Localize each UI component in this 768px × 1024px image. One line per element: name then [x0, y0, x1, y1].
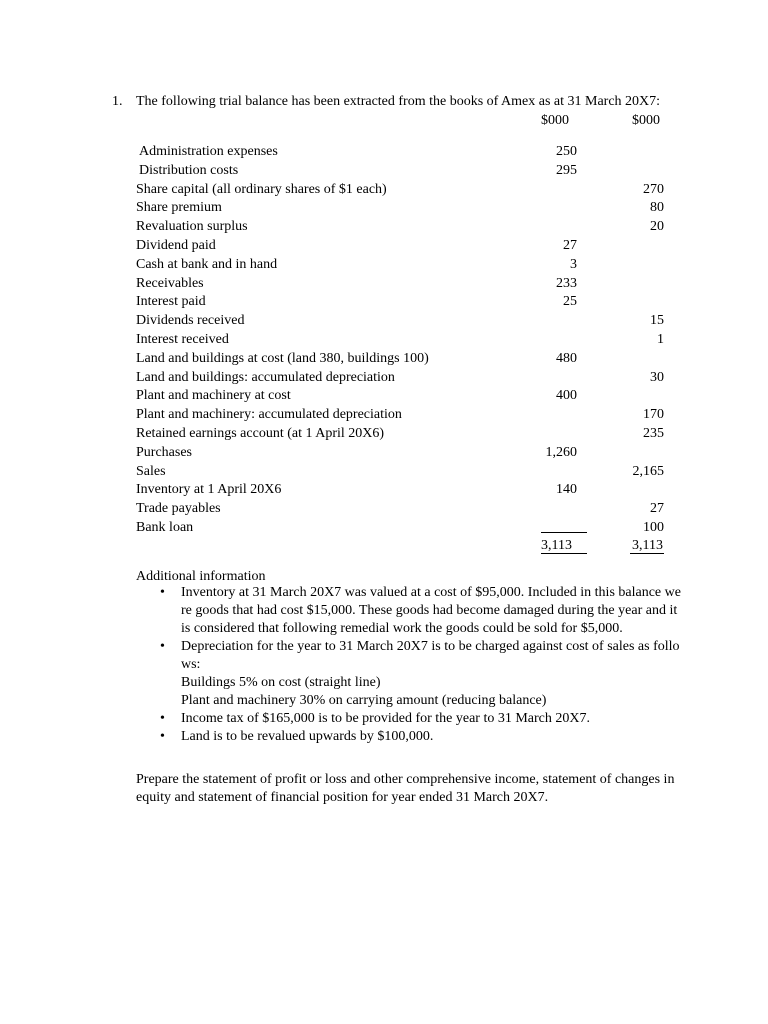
trial-balance-row [0, 369, 768, 388]
credit-amount: 80 [650, 200, 664, 216]
trial-balance-row [0, 181, 768, 200]
debit-amount: 233 [556, 275, 577, 291]
additional-info-item [136, 710, 696, 728]
additional-info-item [136, 728, 696, 746]
account-name: Purchases [136, 444, 192, 460]
trial-balance-row [0, 481, 768, 500]
debit-amount: 250 [556, 144, 577, 159]
bullet-text-line: Buildings 5% on cost (straight line) [181, 675, 381, 690]
debit-amount: 3 [570, 256, 577, 272]
trial-balance-row [0, 312, 768, 331]
trial-balance-row [0, 256, 768, 275]
trial-balance-row [0, 293, 768, 312]
credit-amount: 20 [650, 219, 664, 235]
debit-total: 3,113 [541, 538, 572, 553]
trial-balance-row [0, 218, 768, 237]
account-name: Land and buildings at cost (land 380, buildings 100) [136, 350, 429, 366]
account-name: Plant and machinery: accumulated depreciation [136, 407, 402, 423]
trial-balance-row [0, 444, 768, 463]
account-name: Administration expenses [139, 144, 278, 159]
trial-balance-row [0, 331, 768, 350]
credit-amount: 27 [650, 501, 664, 517]
credit-amount: 2,165 [632, 463, 664, 479]
credit-amount: 100 [643, 519, 664, 535]
account-name: Trade payables [136, 501, 221, 517]
debit-column-header: $000 [541, 113, 569, 128]
account-name: Inventory at 1 April 20X6 [136, 482, 282, 498]
bullet-text-line: Plant and machinery 30% on carrying amount (reducing balance) [181, 693, 547, 708]
bullet-icon: • [160, 639, 165, 654]
credit-amount: 15 [650, 313, 664, 329]
account-name: Land and buildings: accumulated depreciation [136, 369, 395, 385]
additional-info-list [136, 584, 696, 746]
additional-info-item [136, 638, 696, 710]
debit-amount: 25 [563, 294, 577, 310]
debit-amount: 480 [556, 350, 577, 366]
trial-balance-row [0, 275, 768, 294]
bullet-text-line: Income tax of $165,000 is to be provided for the year to 31 March 20X7. [181, 711, 591, 726]
account-name: Retained earnings account (at 1 April 20X6) [136, 425, 385, 441]
credit-total: 3,113 [632, 538, 663, 553]
question-intro: The following trial balance has been extracted from the books of Amex as at 31 March 20X7: [136, 94, 661, 109]
account-name: Revaluation surplus [136, 219, 248, 235]
additional-info-heading: Additional information [136, 569, 266, 584]
debit-amount: 140 [556, 482, 577, 498]
trial-balance-row [0, 162, 768, 181]
account-name: Distribution costs [139, 162, 239, 178]
bullet-text-line: ws: [181, 657, 201, 672]
account-name: Dividend paid [136, 237, 216, 253]
bullet-icon: • [160, 729, 165, 744]
account-name: Cash at bank and in hand [136, 256, 278, 272]
account-name: Sales [136, 463, 166, 479]
bullet-text-line: re goods that had cost $15,000. These goods had become damaged during the year and it [181, 603, 678, 618]
account-name: Receivables [136, 275, 204, 291]
account-name: Bank loan [136, 519, 194, 535]
trial-balance-row [0, 425, 768, 444]
trial-balance-row [0, 143, 768, 162]
account-name: Share capital (all ordinary shares of $1 each) [136, 181, 387, 197]
credit-amount: 30 [650, 369, 664, 385]
bullet-icon: • [160, 585, 165, 600]
credit-column-header: $000 [632, 113, 660, 128]
credit-amount: 270 [643, 181, 664, 197]
credit-amount: 235 [643, 425, 664, 441]
debit-amount: 400 [556, 388, 577, 404]
trial-balance-row [0, 463, 768, 482]
bullet-icon: • [160, 711, 165, 726]
debit-total-rule [541, 532, 587, 533]
account-name: Share premium [136, 200, 222, 216]
bullet-text-line: Depreciation for the year to 31 March 20X7 is to be charged against cost of sales as follo [181, 639, 680, 654]
trial-balance-row [0, 237, 768, 256]
trial-balance-table [0, 143, 768, 538]
bullet-text-line: Land is to be revalued upwards by $100,000. [181, 729, 434, 744]
account-name: Plant and machinery at cost [136, 388, 291, 404]
account-name: Dividends received [136, 313, 245, 329]
trial-balance-row [0, 199, 768, 218]
bullet-text-line: is considered that following remedial work the goods could be sold for $5,000. [181, 621, 623, 636]
trial-balance-row [0, 406, 768, 425]
question-number: 1. [112, 94, 123, 109]
debit-amount: 27 [563, 237, 577, 253]
account-name: Interest received [136, 331, 229, 347]
trial-balance-row [0, 500, 768, 519]
credit-amount: 1 [657, 331, 664, 347]
credit-amount: 170 [643, 407, 664, 423]
debit-amount: 1,260 [545, 444, 577, 460]
trial-balance-row [0, 387, 768, 406]
trial-balance-row [0, 519, 768, 538]
additional-info-item [136, 584, 696, 638]
bullet-text-line: Inventory at 31 March 20X7 was valued at a cost of $95,000. Included in this balance we [181, 585, 681, 600]
trial-balance-row [0, 350, 768, 369]
account-name: Interest paid [136, 294, 206, 310]
instruction-text: Prepare the statement of profit or loss and other comprehensive income, statement of changes in equity and statement of financial position for year ended 31 March 20X7. [136, 772, 675, 805]
debit-amount: 295 [556, 162, 577, 178]
